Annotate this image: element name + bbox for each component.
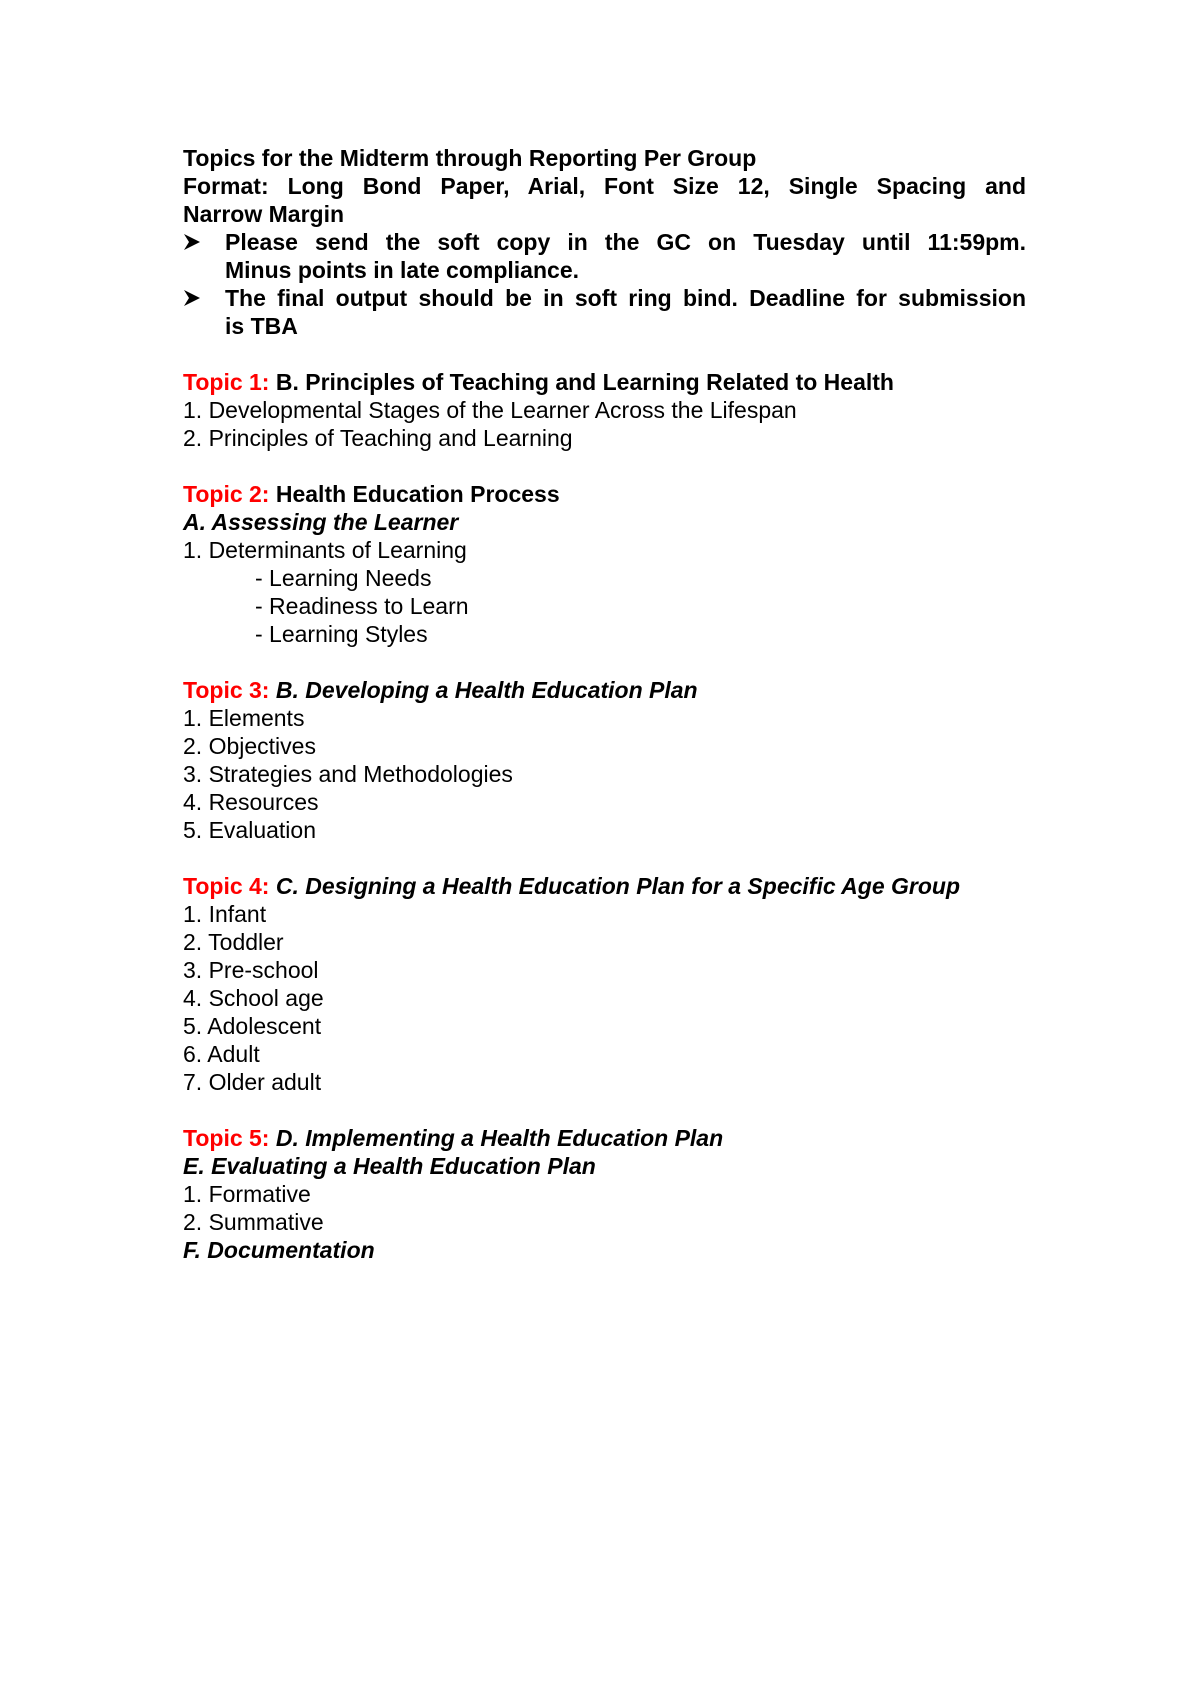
instruction-bullet-1 xyxy=(183,228,1026,284)
document-title: Topics for the Midterm through Reporting Per Group xyxy=(183,145,757,171)
topic-4-heading xyxy=(183,872,1026,900)
sub-list-item: - Learning Styles xyxy=(255,621,428,647)
topic-title: C. Designing a Health Education Plan for a Specific Age Group xyxy=(275,873,960,899)
topic-1-heading xyxy=(183,368,1026,396)
list-item: 2. Objectives xyxy=(183,733,316,759)
instruction-bullet-2 xyxy=(183,284,1026,340)
list-item: 4. Resources xyxy=(183,789,319,815)
topic-label: Topic 3: xyxy=(183,677,270,703)
topic-5-heading xyxy=(183,1124,1026,1152)
topic-footer-heading: F. Documentation xyxy=(183,1237,375,1263)
format-line-1: Format: Long Bond Paper, Arial, Font Size 12, Single Spacing and xyxy=(183,173,1026,199)
arrowhead-bullet-icon xyxy=(183,284,225,312)
list-item: 7. Older adult xyxy=(183,1069,322,1095)
list-item: 3. Pre-school xyxy=(183,957,319,983)
list-item: 5. Evaluation xyxy=(183,817,316,843)
instruction-1-line-2: Minus points in late compliance. xyxy=(225,257,579,283)
list-item: 1. Determinants of Learning xyxy=(183,537,467,563)
topic-label: Topic 2: xyxy=(183,481,270,507)
list-item: 6. Adult xyxy=(183,1041,260,1067)
topic-subheading: E. Evaluating a Health Education Plan xyxy=(183,1153,596,1179)
topic-subheading: A. Assessing the Learner xyxy=(183,509,459,535)
list-item: 1. Formative xyxy=(183,1181,311,1207)
list-item: 2. Summative xyxy=(183,1209,324,1235)
list-item: 2. Principles of Teaching and Learning xyxy=(183,425,573,451)
topic-title: D. Implementing a Health Education Plan xyxy=(275,1125,724,1151)
topic-3-heading xyxy=(183,676,1026,704)
instruction-1-line-1: Please send the soft copy in the GC on Tuesday until 11:59pm. xyxy=(225,229,1026,255)
arrowhead-bullet-icon xyxy=(183,228,225,256)
list-item: 4. School age xyxy=(183,985,324,1011)
format-line-2: Narrow Margin xyxy=(183,201,345,227)
sub-list-item: - Learning Needs xyxy=(255,565,432,591)
instruction-2-line-1: The final output should be in soft ring bind. Deadline for submission xyxy=(225,285,1026,311)
topic-2-heading xyxy=(183,480,1026,508)
list-item: 1. Infant xyxy=(183,901,267,927)
list-item: 2. Toddler xyxy=(183,929,284,955)
document-page xyxy=(183,144,1026,1264)
instruction-2-line-2: is TBA xyxy=(225,313,298,339)
list-item: 3. Strategies and Methodologies xyxy=(183,761,513,787)
topic-title: B. Developing a Health Education Plan xyxy=(275,677,698,703)
topic-title: Health Education Process xyxy=(275,481,560,507)
sub-list-item: - Readiness to Learn xyxy=(255,593,469,619)
topic-label: Topic 4: xyxy=(183,873,270,899)
list-item: 5. Adolescent xyxy=(183,1013,322,1039)
list-item: 1. Elements xyxy=(183,705,305,731)
topic-title: B. Principles of Teaching and Learning Related to Health xyxy=(275,369,894,395)
topic-label: Topic 1: xyxy=(183,369,270,395)
list-item: 1. Developmental Stages of the Learner Across the Lifespan xyxy=(183,397,797,423)
topic-label: Topic 5: xyxy=(183,1125,270,1151)
